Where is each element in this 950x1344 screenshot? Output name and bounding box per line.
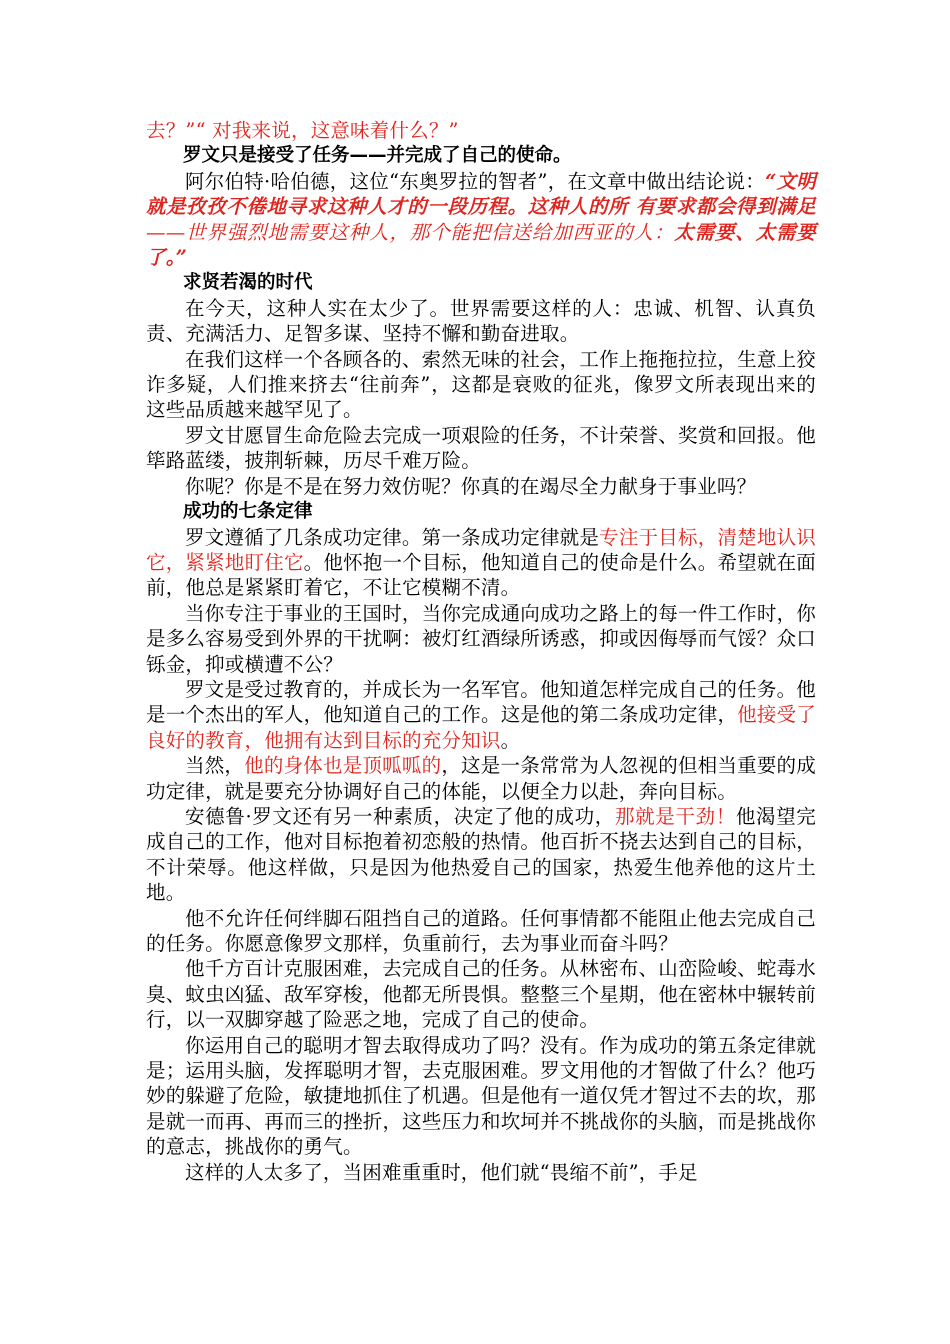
text-run: 你呢？你是不是在努力效仿呢？你真的在竭尽全力献身于事业吗？ (185, 474, 757, 498)
text-run: 他不允许任何绊脚石阻挡自己的道路。任何事情都不能阻止他去完成自己的任务。你愿意像罗文那样，负重前行，去为事业而奋斗吗？ (146, 906, 816, 955)
paragraph (146, 474, 816, 499)
text-run: 罗文甘愿冒生命危险去完成一项艰险的任务，不计荣誉、奖赏和回报。他筚路蓝缕，披荆斩棘，历尽千难万险。 (146, 423, 816, 473)
paragraph (146, 1033, 816, 1160)
text-run: 求贤若渴的时代 (183, 272, 313, 294)
paragraph (146, 601, 816, 677)
text-run: ，这是一条常常为人忽视的但相当重要的成功定律，就是要充分协调好自己的体能，以便全力以赴，奔向目标。 (146, 754, 816, 803)
text-run: 在今天，这种人实在太少了。世界需要这样的人：忠诚、机智、认真负责、充满活力、足智多谋、坚持不懈和勤奋进取。 (146, 296, 816, 346)
text-run: 成功的七条定律 (183, 501, 313, 523)
text-run: 你运用自己的聪明才智去取得成功了吗？没有。作为成功的第五条定律就是；运用头脑，发挥聪明才智，去克服困难。罗文用他的才智做了什么？他巧妙的躲避了危险，敏捷地抓住了机遇。但是他有一道仅凭才智过不去的坎，那是就一而再、再而三的挫折，这些压力和坎坷并不挑战你的头脑，而是挑战你的意志，挑战你的勇气。 (146, 1033, 816, 1159)
paragraph (146, 296, 816, 347)
text-run: 罗文是受过教育的，并成长为一名军官。他知道怎样完成自己的任务。他是一个杰出的军人，他知道自己的工作。这是他的第二条成功定律， (146, 677, 816, 727)
text-run: 。 (500, 728, 521, 752)
paragraph (146, 804, 816, 906)
paragraph (146, 906, 816, 957)
text-run: 他的身体也是顶呱呱的 (244, 754, 442, 778)
paragraph (146, 423, 816, 474)
text-run: 去？”“ (146, 119, 213, 142)
text-run: ——世界强烈地需要这种人，那个能把信送给加西亚的人： (146, 220, 675, 244)
section-heading (146, 270, 816, 295)
paragraph (146, 753, 816, 804)
paragraph (146, 1160, 816, 1185)
text-run: 罗文遵循了几条成功定律。第一条成功定律就是 (185, 525, 600, 549)
text-run: 他渴望完成自己的工作，他对目标抱着初恋般的热情。他百折不挠去达到自己的目标，不计荣辱。他这样做，只是因为他热爱自己的国家，热爱生他养他的这片土地。 (146, 804, 816, 905)
text-run: 罗文只是接受了任务——并完成了自己的使命。 (183, 145, 572, 167)
section-heading (146, 143, 816, 168)
paragraph (146, 677, 816, 753)
text-run: 。他怀抱一个目标，他知道自己的使命是什么。希望就在面前，他总是紧紧盯着它，不让它模糊不清。 (146, 550, 816, 600)
paragraph (146, 525, 816, 601)
text-run: 当然， (185, 754, 245, 778)
text-run: 阿尔伯特·哈伯德，这位“东奥罗拉的智者”，在文章中做出结论说： (185, 169, 766, 193)
text-run: 对我来说，这意味着什么？” (212, 119, 459, 142)
text-run: 专注于目标，清楚地认识它，紧紧地盯住它 (146, 525, 817, 574)
text-run: 这样的人太多了，当困难重重时，他们就“畏缩不前”，手足 (185, 1160, 698, 1184)
document-body (146, 118, 816, 1185)
text-run: “文明就是孜孜不倦地寻求这种人才的一段历程。这种人的所 有要求都会得到满足 (146, 169, 816, 219)
paragraph (146, 169, 816, 271)
text-run: 当你专注于事业的王国时，当你完成通向成功之路上的每一件工作时，你是多么容易受到外界的干扰啊：被灯红酒绿所诱惑，抑或因侮辱而气馁？众口铄金，抑或横遭不公？ (146, 601, 816, 676)
section-heading (146, 499, 816, 524)
text-run: 太需要、太需要了。” (146, 220, 816, 270)
paragraph (146, 347, 816, 423)
text-run: 他千方百计克服困难，去完成自己的任务。从林密布、山峦险峻、蛇毒水臭、蚊虫凶猛、敌军穿梭，他都无所畏惧。整整三个星期，他在密林中辗转前行，以一双脚穿越了险恶之地，完成了自己的使命。 (146, 957, 816, 1032)
text-run: 在我们这样一个各顾各的、索然无味的社会，工作上拖拖拉拉，生意上狡诈多疑，人们推来挤去“往前奔”，这都是衰败的征兆，像罗文所表现出来的这些品质越来越罕见了。 (146, 347, 816, 422)
paragraph (146, 956, 816, 1032)
text-run: 那就是干劲！ (614, 804, 736, 828)
text-run: 安德鲁·罗文还有另一种素质，决定了他的成功， (185, 804, 615, 828)
paragraph (146, 118, 816, 143)
text-run: 他接受了良好的教育，他拥有达到目标的充分知识 (146, 703, 816, 752)
